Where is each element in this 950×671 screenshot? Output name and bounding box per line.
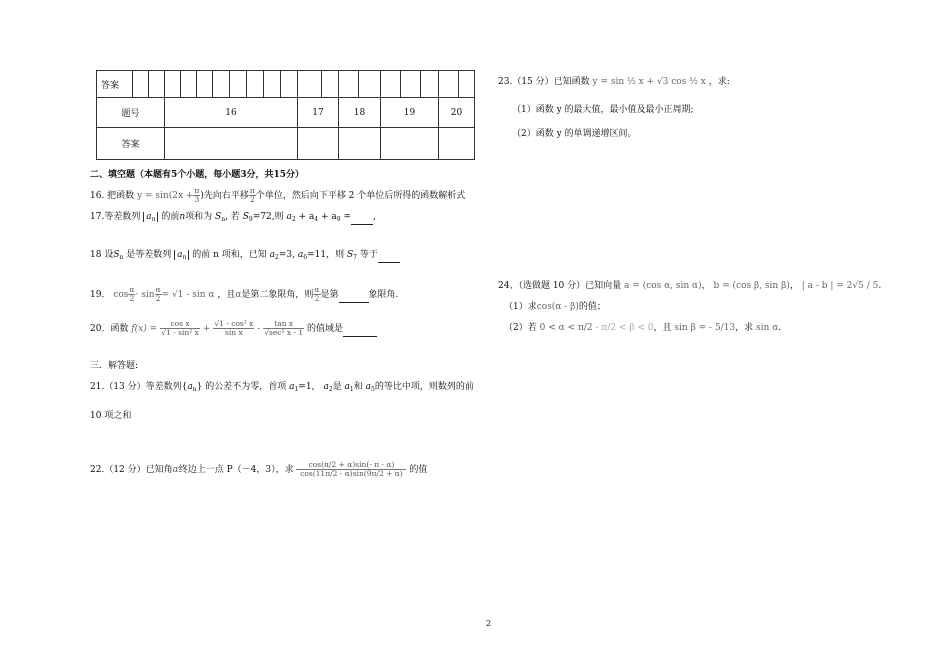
- table-row: [97, 128, 475, 160]
- section-heading-fill-in: 二、填空题（本题有5个小题，每小题3分，共15分）: [90, 170, 305, 180]
- question-19: 19． cos $\frac{\alpha}{2}$ · sin $\frac{\alpha}{2}$ = √1 - sin α ，且α是第二象限角，则 $\frac{\alpha}{2}$ 是第 象限角.: [90, 285, 399, 303]
- question-number-18: 18: [339, 98, 381, 128]
- answer-label: 答案: [97, 71, 133, 98]
- page-number: 2: [486, 619, 492, 628]
- question-23-part-2: （2）函数 y 的单调递增区间。: [512, 129, 637, 139]
- answer-blank: [351, 215, 373, 225]
- answer-blank: [343, 327, 377, 337]
- question-number-20: 20: [439, 98, 475, 128]
- question-number-16: 16: [165, 98, 298, 128]
- answer-blank: [378, 253, 400, 263]
- answer-label: 答案: [97, 128, 165, 160]
- question-20: 20．函数 f(x) = $\frac{\text{cos x}}{\text{√1 - sin² x}}$ + $\frac{\text{√1 - cos² x}}{\text{sin x}}$ - $\frac{\text{tan x}}{\text{√sec² x - 1}}$ 的值域是: [90, 320, 377, 337]
- question-21: 21.（13 分）等差数列$\{a_n\}$ 的公差不为零，首项 $a_1=1$， $a_2$是 $a_1$和 $a_5$的等比中项，则数列的前: [90, 382, 474, 393]
- question-18: 18 设$S_n$ 是等差数列 $a_n$ 的前 n 项和，已知 $a_2=3$, $a_6=11$，则 $S_7$ 等于: [90, 250, 400, 263]
- question-number-label: 题号: [97, 98, 165, 128]
- question-number-19: 19: [381, 98, 439, 128]
- section-heading-answers: 三．解答题:: [90, 361, 139, 371]
- question-23: 23.（15 分）已知函数 y = sin ½ x + √3 cos ½ x ，求:: [498, 77, 730, 87]
- question-23-part-1: （1）函数 y 的最大值，最小值及最小正周期;: [512, 105, 694, 115]
- answer-table: [96, 70, 475, 160]
- question-24-part-1: （1）求cos(α - β)的值；: [504, 302, 606, 312]
- question-16: 16. 把函数 y = sin(2x + $\frac{\pi}{3}$ )先向右平移 $\frac{\pi}{2}$ 个单位，然后向下平移 2 个单位后所得的函数解析式: [90, 186, 466, 204]
- question-22: 22.（12 分）已知角α终边上一点 P（－4，3），求 $\frac{\cos(\pi/2 + \alpha)\sin(- \pi - \alpha)}{\cos(11\pi/2 - \alpha)\sin(9\pi/2 + \alpha)}$ 的值: [90, 460, 428, 478]
- question-number-17: 17: [298, 98, 339, 128]
- question-24-part-2: （2）若 0 < α < π/2 - π/2 < β < 0，且 sin β = - 5/13，求 sin α.: [504, 323, 782, 333]
- table-row: [97, 71, 475, 98]
- question-21-continued: 10 项之和: [90, 411, 132, 421]
- table-row: [97, 98, 475, 128]
- question-24: 24、（选做题 10 分）已知向量 a = (cos α, sin α)， b = (cos β, sin β)， | a - b | = 2√5 / 5.: [498, 281, 882, 291]
- question-17: 17.等差数列 $a_n$ 的前n项和为 $S_n$, 若 $S_9=72$,则 $a_2 + a_4 + a_9$ = ,: [90, 212, 376, 223]
- answer-blank: [339, 293, 369, 303]
